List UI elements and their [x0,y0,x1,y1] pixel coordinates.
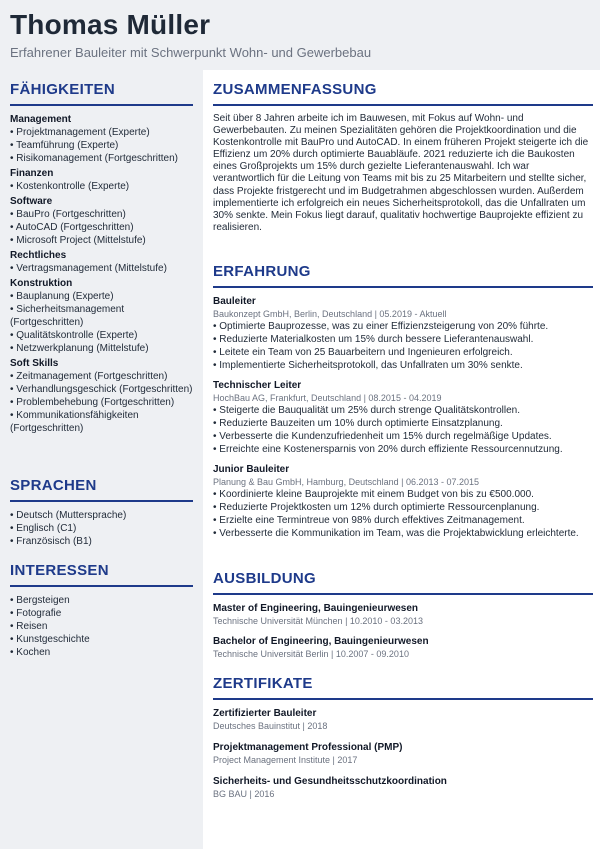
language-item: • Französisch (B1) [10,535,193,548]
skill-list [10,126,193,165]
skill-item: • Risikomanagement (Fortgeschritten) [10,152,193,165]
skill-item: • Kostenkontrolle (Experte) [10,180,193,193]
job-bullet: • Leitete ein Team von 25 Bauarbeitern und Ingenieuren erfolgreich. [213,346,593,359]
summary-title: ZUSAMMENFASSUNG [213,81,377,98]
skill-item: • Sicherheitsmanagement (Fortgeschritten) [10,303,193,329]
skill-group-title: Management [10,114,72,125]
job-bullet: • Reduzierte Materialkosten um 15% durch bessere Lieferantenauswahl. [213,333,593,346]
degree-meta: Technische Universität München | 10.2010 - 03.2013 [213,616,423,626]
skill-item: • Verhandlungsgeschick (Fortgeschritten) [10,383,193,396]
skill-group-title: Konstruktion [10,278,73,289]
certificate-name: Projektmanagement Professional (PMP) [213,742,403,753]
section-divider [213,104,593,106]
interests-title: INTERESSEN [10,562,109,579]
skill-item: • Bauplanung (Experte) [10,290,193,303]
education-entry [213,602,593,627]
job-bullet: • Erzielte eine Termintreue von 98% durch effektives Zeitmanagement. [213,514,593,527]
interest-item: • Kunstgeschichte [10,633,193,646]
skill-item: • Zeitmanagement (Fortgeschritten) [10,370,193,383]
experience-section [213,263,593,547]
skill-list [10,208,193,247]
interest-item: • Fotografie [10,607,193,620]
interest-item: • Bergsteigen [10,594,193,607]
experience-title: ERFAHRUNG [213,263,311,280]
certificate-entry [213,741,593,766]
languages-title: SPRACHEN [10,477,97,494]
main-content [203,70,600,849]
degree-meta: Technische Universität Berlin | 10.2007 - 09.2010 [213,649,409,659]
skill-item: • BauPro (Fortgeschritten) [10,208,193,221]
education-title: AUSBILDUNG [213,570,316,587]
job-bullet: • Verbesserte die Kundenzufriedenheit um 15% durch regelmäßige Updates. [213,430,593,443]
education-entry [213,635,593,660]
interests-section [10,562,193,659]
language-item: • Deutsch (Muttersprache) [10,509,193,522]
skill-item: • Netzwerkplanung (Mittelstufe) [10,342,193,355]
job-title: Bauleiter [213,296,256,307]
job-bullet: • Reduzierte Bauzeiten um 10% durch optimierte Einsatzplanung. [213,417,593,430]
skill-item: • Kommunikationsfähigkeiten (Fortgeschritten) [10,409,193,435]
job-bullet: • Steigerte die Bauqualität um 25% durch strenge Qualitätskontrollen. [213,404,593,417]
job-entry [213,295,593,372]
skill-item: • Qualitätskontrolle (Experte) [10,329,193,342]
degree-title: Master of Engineering, Bauingenieurwesen [213,603,419,614]
certificate-name: Zertifizierter Bauleiter [213,708,317,719]
degree-title: Bachelor of Engineering, Bauingenieurwesen [213,636,429,647]
job-title: Junior Bauleiter [213,464,290,475]
skill-list [10,290,193,355]
section-divider [213,593,593,595]
language-item: • Englisch (C1) [10,522,193,535]
sidebar [0,70,203,849]
job-bullets [213,320,593,372]
certificates-title: ZERTIFIKATE [213,675,313,692]
skill-group-title: Rechtliches [10,250,67,261]
summary-section [213,81,593,234]
skill-item: • Microsoft Project (Mittelstufe) [10,234,193,247]
person-name: Thomas Müller [10,9,211,40]
job-bullet: • Koordinierte kleine Bauprojekte mit einem Budget von bis zu €500.000. [213,488,593,501]
languages-section [10,477,193,548]
skill-group-title: Finanzen [10,168,54,179]
job-bullet: • Erreichte eine Kostenersparnis von 20% durch effiziente Ressourcennutzung. [213,443,593,456]
interest-list [10,594,193,659]
job-meta: Baukonzept GmbH, Berlin, Deutschland | 05.2019 - Aktuell [213,309,447,319]
section-divider [10,104,193,106]
job-bullet: • Reduzierte Projektkosten um 12% durch optimierte Ressourcenplanung. [213,501,593,514]
skill-item: • Projektmanagement (Experte) [10,126,193,139]
skill-list [10,370,193,435]
education-section [213,570,593,668]
job-entry [213,463,593,540]
section-divider [10,585,193,587]
resume-header [0,0,600,70]
section-divider [213,286,593,288]
certificate-entry [213,707,593,732]
section-divider [10,500,193,502]
job-title: Technischer Leiter [213,380,302,391]
skill-list [10,180,193,193]
certificate-meta: Deutsches Bauinstitut | 2018 [213,721,328,731]
certificates-section [213,675,593,809]
job-bullets [213,404,593,456]
skill-group-title: Soft Skills [10,358,59,369]
interest-item: • Kochen [10,646,193,659]
certificate-entry [213,775,593,800]
skill-group-title: Software [10,196,53,207]
language-list [10,509,193,548]
skill-item: • Problembehebung (Fortgeschritten) [10,396,193,409]
skill-item: • Vertragsmanagement (Mittelstufe) [10,262,193,275]
skills-section [10,81,193,435]
skills-title: FÄHIGKEITEN [10,81,115,98]
certificate-name: Sicherheits- und Gesundheitsschutzkoordination [213,776,447,787]
job-meta: HochBau AG, Frankfurt, Deutschland | 08.2015 - 04.2019 [213,393,442,403]
interest-item: • Reisen [10,620,193,633]
job-bullet: • Implementierte Sicherheitsprotokoll, das Unfallraten um 30% senkte. [213,359,593,372]
job-bullet: • Optimierte Bauprozesse, was zu einer Effizienzsteigerung von 20% führte. [213,320,593,333]
job-meta: Planung & Bau GmbH, Hamburg, Deutschland | 06.2013 - 07.2015 [213,477,480,487]
job-bullet: • Verbesserte die Kommunikation im Team, was die Projektabwicklung erleichterte. [213,527,593,540]
certificate-meta: Project Management Institute | 2017 [213,755,358,765]
certificate-meta: BG BAU | 2016 [213,789,275,799]
person-subtitle: Erfahrener Bauleiter mit Schwerpunkt Wohn- und Gewerbebau [10,45,372,60]
summary-text: Seit über 8 Jahren arbeite ich im Bauwesen, mit Fokus auf Wohn- und Gewerbebauten. Zu meinen Spezialitäten gehören die Projektkoordination und die Kostenkontrolle mit BauPro und AutoCAD. In einem früheren Projekt steigerte ich die Effizienz um 20% durch optimierte Bauabläufe. 2021 reduzierte ich die Baukosten eines Großprojekts um 15% durch gezielte Lieferantenauswahl. Ich war verantwortlich für die Leitung von Teams mit bis zu 25 Mitarbeitern und stellte sicher, dass Projekte fristgerecht und im Budgetrahmen abgeschlossen wurden. Außerdem implementierte ich erfolgreich ein neues Sicherheitsprotokoll, das die Unfallraten um 30% senkte. Mein Fokus liegt darauf, qualitativ hochwertige Bauprojekte effizient zu realisieren. [213,113,589,233]
job-bullets [213,488,593,540]
job-entry [213,379,593,456]
section-divider [213,698,593,700]
skill-item: • Teamführung (Experte) [10,139,193,152]
skill-list [10,262,193,275]
skill-item: • AutoCAD (Fortgeschritten) [10,221,193,234]
